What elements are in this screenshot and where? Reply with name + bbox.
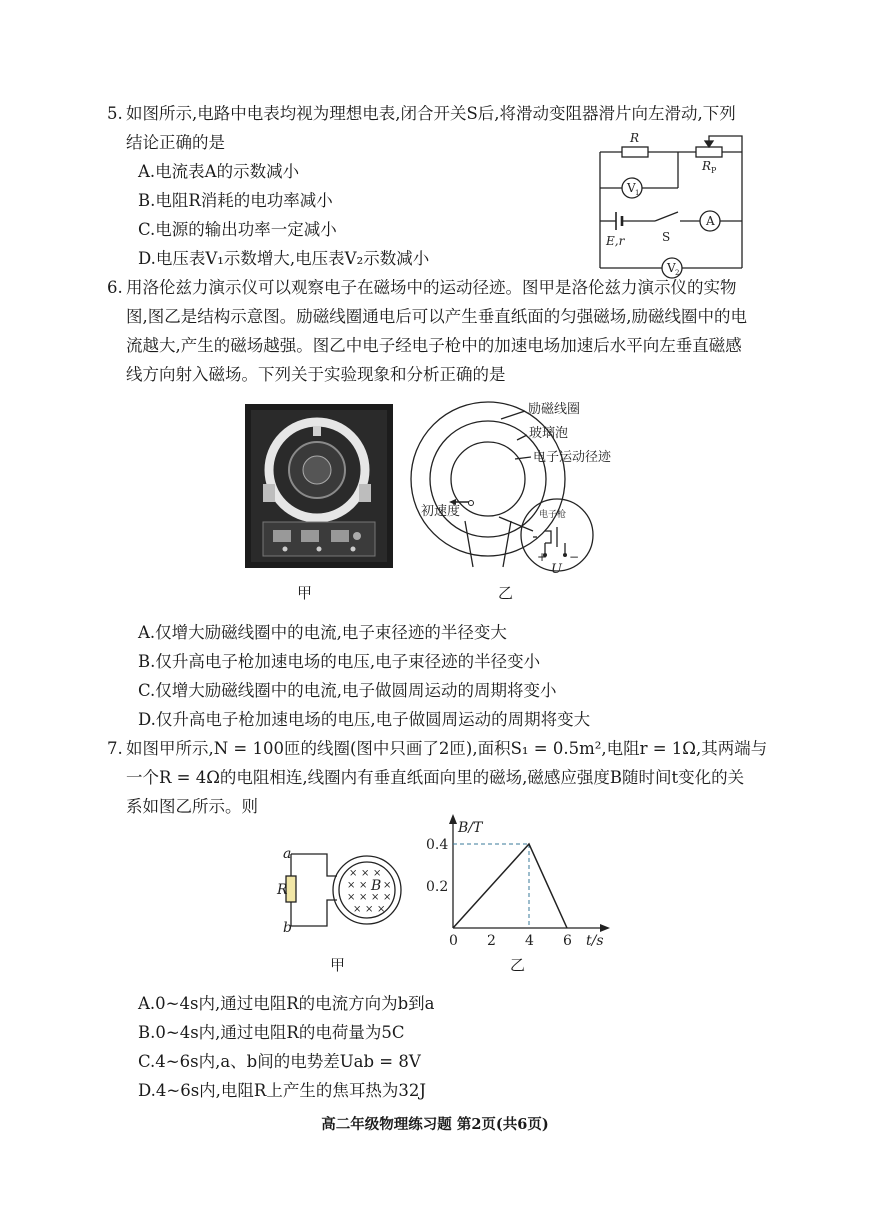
label-rp: R [702,159,712,173]
q7-stem-line3: 系如图乙所示。则 [126,797,258,816]
q6-option-b: B.仅升高电子枪加速电场的电压,电子束径迹的半径变小 [138,652,541,671]
svg-text:×: × [361,868,370,879]
q6-option-d: D.仅升高电子枪加速电场的电压,电子做圆周运动的周期将变大 [138,710,591,729]
label-s: S [662,230,671,244]
q7-stem-line2: 一个R = 4Ω的电阻相连,线圈内有垂直纸面向里的磁场,磁感应强度B随时间t变化的关 [126,768,745,787]
svg-text:×: × [383,892,392,903]
fig-jia-caption-q6: 甲 [297,584,313,602]
svg-text:×: × [359,892,368,903]
svg-text:×: × [371,892,380,903]
q5-number: 5. [107,104,123,123]
svg-text:×: × [365,904,374,915]
y-tick-label-0: 0.2 [426,879,449,895]
q7-option-a: A.0~4s内,通过电阻R的电流方向为b到a [138,994,435,1013]
page-footer: 高二年级物理练习题 第2页(共6页) [321,1116,549,1133]
label-v1: V [627,181,636,195]
x-tick-label-3: 6 [563,933,572,949]
q6-stem-line4: 线方向射入磁场。下列关于实验现象和分析正确的是 [126,365,506,384]
label-v2-sub: 2 [675,269,680,277]
label-bulb: 玻璃泡 [529,426,569,441]
electron-track [451,442,525,516]
label-a-q7: a [283,846,292,862]
label-coil: 励磁线圈 [528,402,581,417]
q6-stem-line2: 图,图乙是结构示意图。励磁线圈通电后可以产生垂直纸面的匀强磁场,励磁线圈中的电 [126,307,747,326]
fig-jia-caption-q7: 甲 [330,956,346,974]
label-rp-sub: P [711,166,717,175]
label-e: E,r [606,234,625,248]
resistor-r [622,147,648,157]
rheostat-rp [696,147,722,157]
q5-option-c: C.电源的输出功率一定减小 [138,220,337,239]
y-axis-label: B/T [458,820,483,836]
lorentz-schematic [405,395,645,580]
q7-option-d: D.4~6s内,电阻R上产生的焦耳热为32J [138,1081,426,1100]
x-axis-label: t/s [586,933,604,949]
q7-option-c: C.4~6s内,a、b间的电势差Uab = 8V [138,1052,421,1071]
label-plus: + [537,550,548,564]
svg-text:×: × [347,880,356,891]
label-r-q7: R [277,882,288,898]
label-minus: − [569,550,580,564]
q6-option-a: A.仅增大励磁线圈中的电流,电子束径迹的半径变大 [138,623,507,642]
svg-text:×: × [359,880,368,891]
label-a: A [706,214,715,228]
q5-stem-line1: 如图所示,电路中电表均视为理想电表,闭合开关S后,将滑动变阻器滑片向左滑动,下列 [126,104,736,123]
q7-stem-line1: 如图甲所示,N = 100匝的线圈(图中只画了2匝),面积S₁ = 0.5m²,电阻r = 1Ω,其两端与 [126,739,768,758]
label-initial-velocity: 初速度 [421,504,461,519]
x-tick-label-0: 0 [449,933,458,949]
fig-yi-caption-q6: 乙 [498,584,514,602]
svg-text:×: × [377,904,386,915]
svg-text:×: × [373,868,382,879]
x-tick-label-2: 4 [525,933,534,949]
svg-text:×: × [353,904,362,915]
label-gun: 电子枪 [539,510,567,520]
label-v2: V [667,261,676,275]
fig-yi-caption-q7: 乙 [510,956,526,974]
label-r: R [630,131,640,145]
label-b-q7: b [283,920,292,936]
label-b-field-q7: B [371,878,382,894]
q7-option-b: B.0~4s内,通过电阻R的电荷量为5C [138,1023,405,1042]
svg-text:×: × [383,880,392,891]
q5-circuit-diagram [590,128,760,278]
y-tick-label-1: 0.4 [426,837,449,853]
b-series-line [453,844,567,928]
svg-text:×: × [347,892,356,903]
label-v1-sub: 1 [635,189,640,197]
q5-option-a: A.电流表A的示数减小 [138,162,300,181]
q6-stem-line3: 流越大,产生的磁场越强。图乙中电子经电子枪中的加速电场加速后水平向左垂直磁感 [126,336,742,355]
b-t-chart [420,812,620,952]
x-tick-label-1: 2 [487,933,496,949]
label-track: 电子运动径迹 [533,450,612,465]
svg-text:×: × [349,868,358,879]
q6-option-c: C.仅增大励磁线圈中的电流,电子做圆周运动的周期将变小 [138,681,557,700]
label-u: U [551,562,562,577]
lorentz-apparatus-photo [245,404,393,568]
q7-coil-circuit [275,840,415,940]
q6-number: 6. [107,278,123,297]
q7-number: 7. [107,739,123,758]
q6-stem-line1: 用洛伦兹力演示仪可以观察电子在磁场中的运动径迹。图甲是洛伦兹力演示仪的实物 [126,278,737,297]
q5-option-d: D.电压表V₁示数增大,电压表V₂示数减小 [138,249,430,268]
q5-option-b: B.电阻R消耗的电功率减小 [138,191,333,210]
q5-stem-line2: 结论正确的是 [126,133,225,152]
